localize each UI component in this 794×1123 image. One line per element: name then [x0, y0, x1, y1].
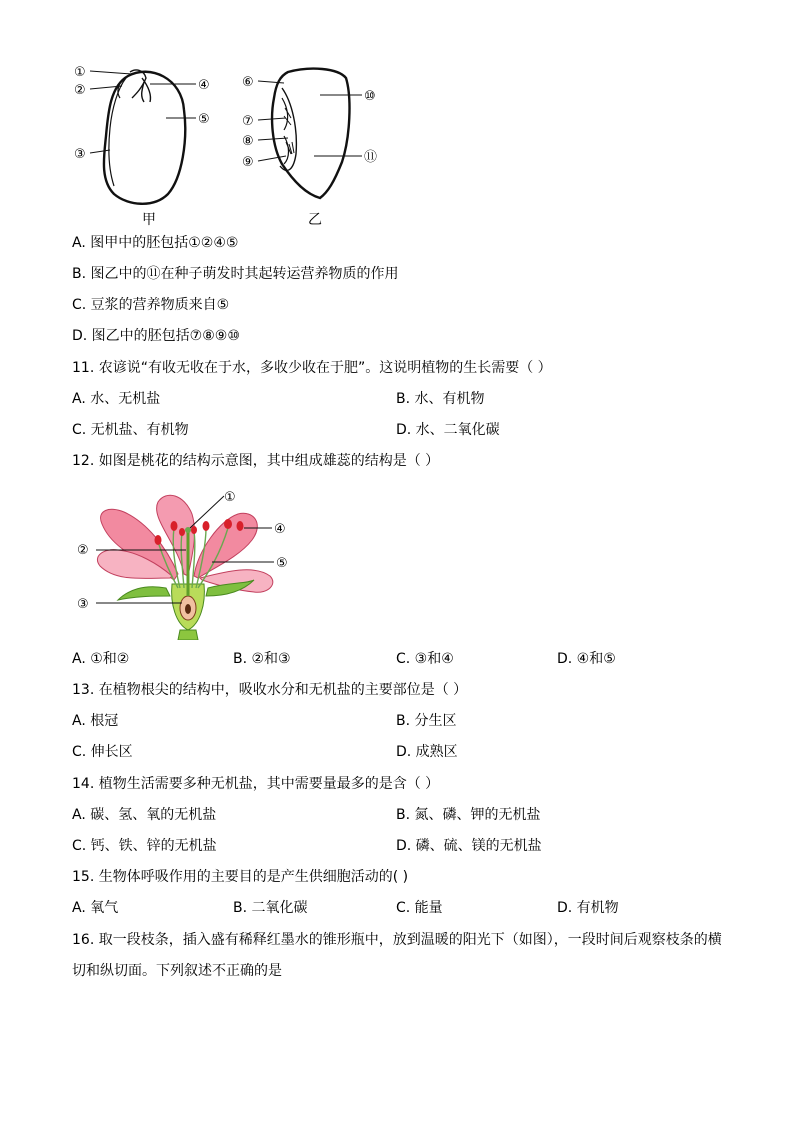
- ovule-shape: [185, 604, 191, 614]
- q12-option-b: B. ②和③: [233, 651, 291, 667]
- q16-stem-line-1: 16. 取一段枝条，插入盛有稀释红墨水的锥形瓶中，放到温暖的阳光下（如图），一段时间后观察枝条的横: [72, 932, 722, 948]
- q14-option-b: B. 氮、磷、钾的无机盐: [396, 807, 541, 823]
- marker-9: ⑨: [242, 155, 254, 170]
- q10-option-c: C. 豆浆的营养物质来自⑤: [72, 297, 230, 313]
- bean-seed-drawing: [104, 70, 185, 204]
- flower-petals: [97, 495, 272, 592]
- q15-option-b: B. 二氧化碳: [233, 900, 308, 916]
- marker-7: ⑦: [242, 114, 254, 129]
- q12-option-c: C. ③和④: [396, 651, 454, 667]
- q13-option-c: C. 伸长区: [72, 744, 133, 760]
- marker-6: ⑥: [242, 75, 254, 90]
- corn-seed-drawing: [272, 69, 349, 198]
- flower-marker-5: ⑤: [276, 556, 288, 571]
- q15-option-a: A. 氧气: [72, 900, 119, 916]
- q10-option-b: B. 图乙中的⑪在种子萌发时其起转运营养物质的作用: [72, 266, 399, 282]
- marker-5: ⑤: [198, 112, 210, 127]
- q15-option-d: D. 有机物: [557, 900, 619, 916]
- flower-marker-2: ②: [77, 543, 89, 558]
- q12-stem: 12. 如图是桃花的结构示意图，其中组成雄蕊的结构是（ ）: [72, 453, 440, 469]
- marker-3: ③: [74, 147, 86, 162]
- q12-option-d: D. ④和⑤: [557, 651, 616, 667]
- marker-8: ⑧: [242, 134, 254, 149]
- flower-marker-4: ④: [274, 522, 286, 537]
- label-yi: 乙: [308, 212, 322, 228]
- q13-option-b: B. 分生区: [396, 713, 457, 729]
- q12-option-a: A. ①和②: [72, 651, 130, 667]
- q14-stem: 14. 植物生活需要多种无机盐，其中需要量最多的是含（ ）: [72, 776, 440, 792]
- marker-4: ④: [198, 78, 210, 93]
- q11-option-a: A. 水、无机盐: [72, 391, 161, 407]
- q11-option-d: D. 水、二氧化碳: [396, 422, 500, 438]
- label-jia: 甲: [142, 212, 156, 228]
- q10-option-d: D. 图乙中的胚包括⑦⑧⑨⑩: [72, 328, 240, 344]
- q13-option-d: D. 成熟区: [396, 744, 458, 760]
- q14-option-d: D. 磷、硫、镁的无机盐: [396, 838, 542, 854]
- q16-stem-line-2: 切和纵切面。下列叙述不正确的是: [72, 963, 282, 979]
- q14-option-a: A. 碳、氢、氧的无机盐: [72, 807, 217, 823]
- q11-stem: 11. 农谚说“有收无收在于水，多收少收在于肥”。这说明植物的生长需要（ ）: [72, 360, 552, 376]
- q13-stem: 13. 在植物根尖的结构中，吸收水分和无机盐的主要部位是（ ）: [72, 682, 468, 698]
- seed-figure: [70, 58, 390, 230]
- flower-marker-3: ③: [77, 597, 89, 612]
- q14-option-c: C. 钙、铁、锌的无机盐: [72, 838, 217, 854]
- q11-option-c: C. 无机盐、有机物: [72, 422, 189, 438]
- flower-marker-1: ①: [224, 490, 236, 505]
- marker-10: ⑩: [364, 89, 376, 104]
- marker-2: ②: [74, 83, 86, 98]
- q13-option-a: A. 根冠: [72, 713, 119, 729]
- q15-option-c: C. 能量: [396, 900, 443, 916]
- marker-11: ⑪: [364, 150, 378, 165]
- marker-1: ①: [74, 65, 86, 80]
- q10-option-a: A. 图甲中的胚包括①②④⑤: [72, 235, 239, 251]
- peach-flower-figure: [74, 484, 304, 640]
- q15-stem: 15. 生物体呼吸作用的主要目的是产生供细胞活动的( ): [72, 869, 409, 885]
- q11-option-b: B. 水、有机物: [396, 391, 485, 407]
